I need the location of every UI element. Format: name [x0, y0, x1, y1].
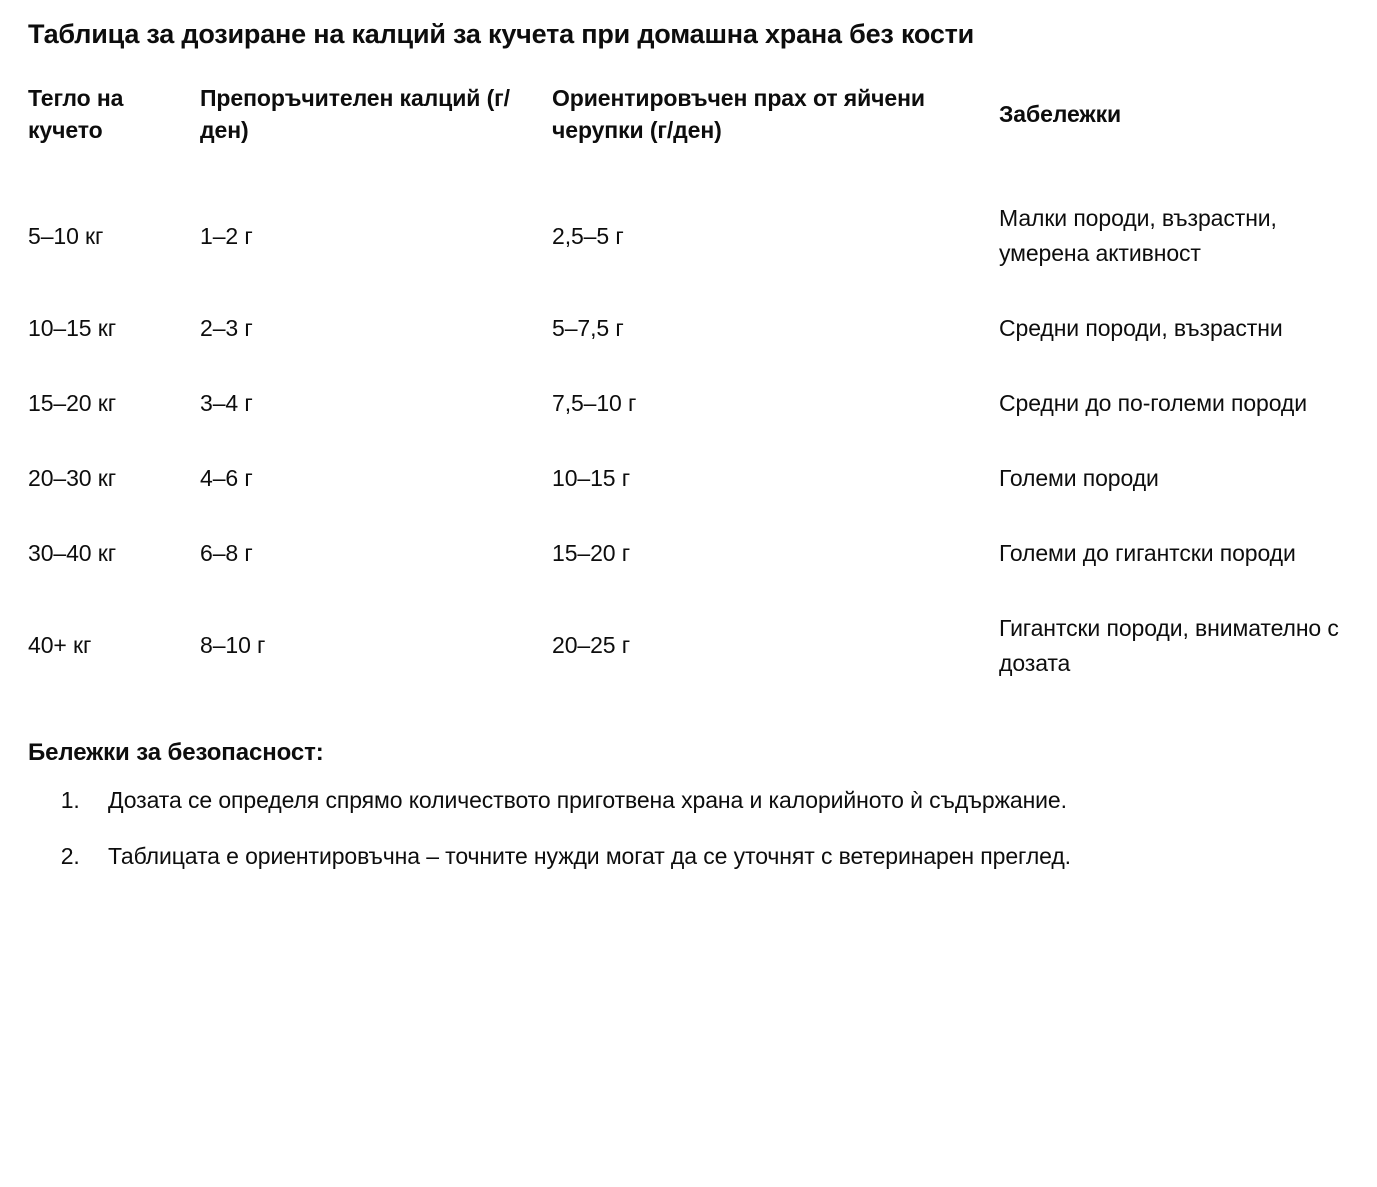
column-header-eggshell-powder: Ориентировъчен прах от яйчени черупки (г/ден): [552, 84, 925, 144]
cell-dog-weight: 40+ кг: [28, 632, 92, 659]
table-row: [28, 441, 1346, 516]
table-row: [28, 291, 1346, 366]
cell-notes: Средни породи, възрастни: [999, 314, 1283, 341]
cell-recommended-calcium: 6–8 г: [200, 539, 253, 566]
safety-notes-heading: Бележки за безопасност:: [28, 738, 324, 766]
cell-dog-weight: 20–30 кг: [28, 464, 116, 491]
table-header-row: [28, 82, 1346, 181]
page-title: Таблица за дозиране на калций за кучета при домашна храна без кости: [28, 19, 975, 49]
calcium-dosage-table: [28, 82, 1346, 701]
column-header-dog-weight: Тегло на кучето: [28, 84, 124, 144]
cell-notes: Големи до гигантски породи: [999, 539, 1296, 566]
cell-recommended-calcium: 8–10 г: [200, 632, 266, 659]
cell-notes: Средни до по-големи породи: [999, 389, 1307, 416]
cell-eggshell-powder: 10–15 г: [552, 464, 631, 491]
table-row: [28, 366, 1346, 441]
cell-recommended-calcium: 2–3 г: [200, 314, 253, 341]
cell-eggshell-powder: 2,5–5 г: [552, 222, 624, 249]
cell-dog-weight: 5–10 кг: [28, 222, 104, 249]
table-head: [28, 82, 1346, 181]
cell-dog-weight: 10–15 кг: [28, 314, 116, 341]
cell-eggshell-powder: 20–25 г: [552, 632, 631, 659]
cell-eggshell-powder: 5–7,5 г: [552, 314, 624, 341]
table-row: [28, 516, 1346, 591]
cell-notes: Големи породи: [999, 464, 1159, 491]
cell-dog-weight: 30–40 кг: [28, 539, 116, 566]
column-header-notes: Забележки: [999, 101, 1122, 128]
cell-notes: Гигантски породи, внимателно с дозата: [999, 614, 1339, 676]
table-row: [28, 181, 1346, 291]
cell-recommended-calcium: 3–4 г: [200, 389, 253, 416]
cell-notes: Малки породи, възрастни, умерена активност: [999, 205, 1277, 267]
cell-dog-weight: 15–20 кг: [28, 389, 116, 416]
cell-eggshell-powder: 15–20 г: [552, 539, 631, 566]
column-header-recommended-calcium: Препоръчителен калций (г/ден): [200, 84, 510, 144]
safety-notes-list: [28, 782, 1349, 875]
cell-recommended-calcium: 1–2 г: [200, 222, 253, 249]
list-item: 1. Дозата се определя спрямо количеството приготвена храна и калорийното ѝ съдържание.: [86, 782, 1338, 818]
cell-eggshell-powder: 7,5–10 г: [552, 389, 637, 416]
table-body: [28, 181, 1346, 701]
cell-recommended-calcium: 4–6 г: [200, 464, 253, 491]
table-row: [28, 591, 1346, 701]
list-item: 2. Таблицата е ориентировъчна – точните нужди могат да се уточнят с ветеринарен преглед.: [86, 838, 1338, 874]
